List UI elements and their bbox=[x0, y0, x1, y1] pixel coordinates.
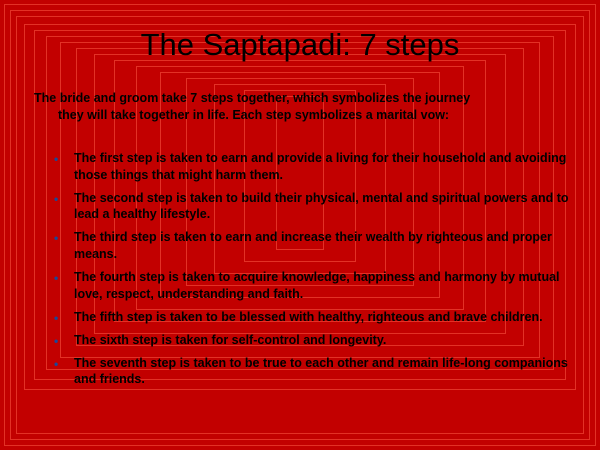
step-text: The seventh step is taken to be true to each other and remain life-long companions and friends. bbox=[74, 355, 568, 387]
list-item bbox=[54, 309, 570, 326]
bullet-icon: • bbox=[54, 333, 59, 348]
step-text: The first step is taken to earn and provide a living for their household and avoiding those things that might harm them. bbox=[74, 150, 567, 182]
step-text: The fifth step is taken to be blessed with healthy, righteous and brave children. bbox=[74, 309, 543, 324]
intro-line-1: The bride and groom take 7 steps together, which symbolizes the journey bbox=[34, 91, 471, 106]
bullet-icon: • bbox=[54, 356, 59, 371]
list-item bbox=[54, 332, 570, 349]
list-item bbox=[54, 355, 570, 389]
step-text: The fourth step is taken to acquire knowledge, happiness and harmony by mutual love, respect, understanding and faith. bbox=[74, 270, 560, 301]
steps-list bbox=[26, 150, 574, 389]
intro-paragraph bbox=[34, 90, 574, 124]
bullet-icon: • bbox=[54, 151, 59, 166]
list-item bbox=[54, 229, 570, 263]
page-title: The Saptapadi: 7 steps bbox=[140, 27, 460, 62]
list-item bbox=[54, 150, 570, 184]
list-item bbox=[54, 269, 570, 303]
bullet-icon: • bbox=[54, 191, 59, 206]
intro-line-2: they will take together in life. Each step symbolizes a marital vow: bbox=[58, 107, 450, 122]
step-text: The third step is taken to earn and increase their wealth by righteous and proper means. bbox=[74, 230, 552, 262]
step-text: The sixth step is taken for self-control and longevity. bbox=[74, 332, 387, 347]
bullet-icon: • bbox=[54, 310, 59, 325]
step-text: The second step is taken to build their physical, mental and spiritual powers and to lead a healthy lifestyle. bbox=[74, 190, 569, 222]
bullet-icon: • bbox=[54, 271, 59, 286]
list-item bbox=[54, 190, 570, 224]
bullet-icon: • bbox=[54, 231, 59, 246]
